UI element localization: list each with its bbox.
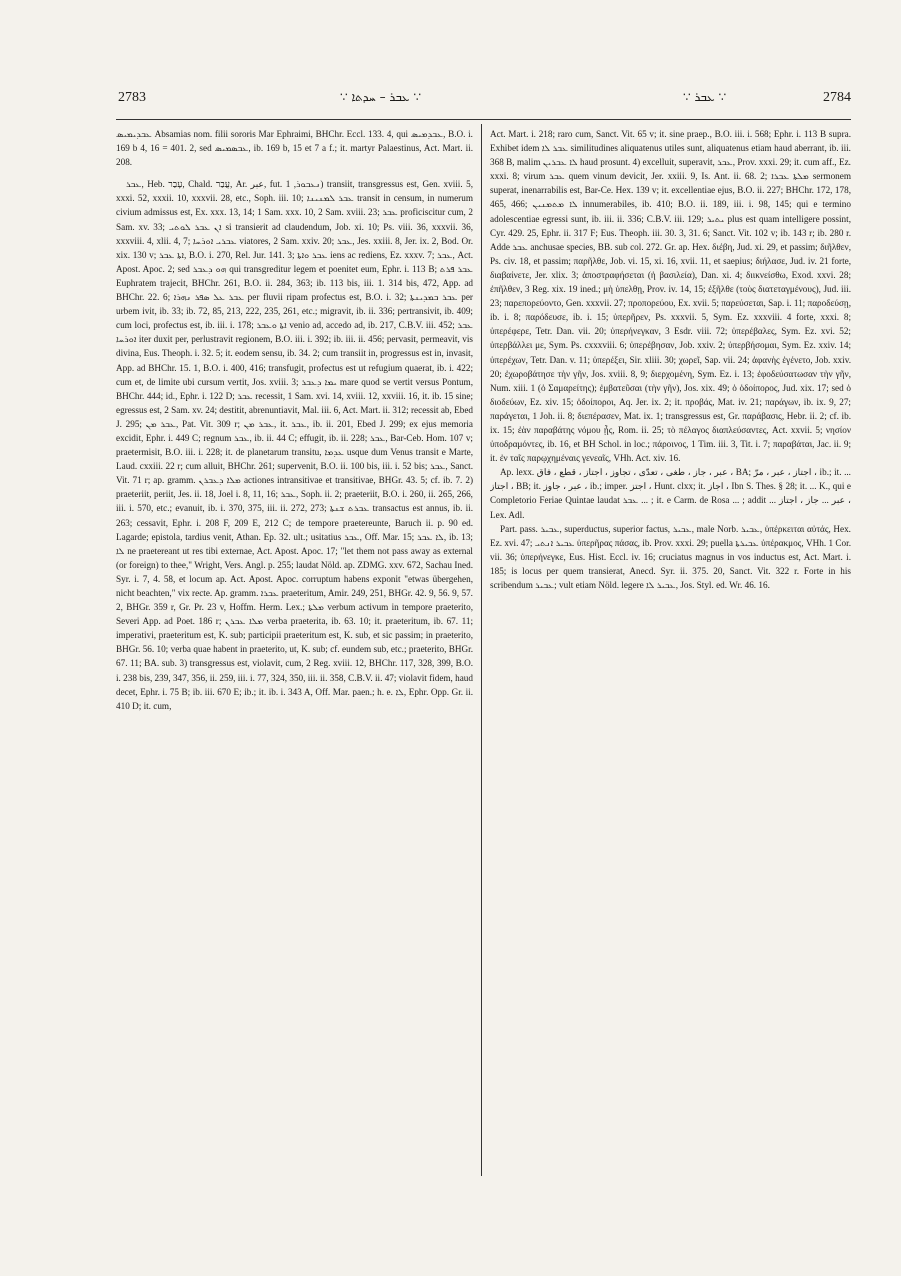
left-column [116,127,473,1176]
header-headword-left: ∵ ܥܒܪ – ܚܕܬܐ ∵ [340,90,422,104]
page-number-left: 2783 [118,90,146,105]
page-number-right: 2784 [823,90,851,105]
entry-absamias: ܥܒܕܝܡܝܣ Absamias nom. filii sororis Mar Ephraimi, BHChr. Eccl. 133. 4, qui ܥܒܕܡܝܣ, B.O. i. 169 b 4, 16 = 401. 2, sed ܥܒܣܡܝܣ, ib. 169 b, 15 et 7 a f.; it. martyr Palaestinus, Act. Mart. ii. 208. [116,129,473,168]
header-headword-right: ∵ ܥܒܪ ∵ [683,90,727,104]
entry-participle-passive: Part. pass. ܥܒܝܪ, superductus, superior factus, ܥܒܝܪ, male Norb. ܥܒܝܪ, ὑπέρκειται αὐτάς, Hex. Ez. xvi. 47; ܥܒܝܪ ܐܢܬܝ ὑπερῆρας πάσας, ib. Prov. xxxi. 29; puella ܥܒܝܪܬܐ ὑπέρακμος, VHh. 1 Cor. vii. 36; ὑπερήνεγκε, Eus. Hist. Eccl. iv. 16; cruciatus magnus in vos inductus est, Act. Mart. i. 185; is locus per quem transierat, Anecd. Syr. ii. 375. 20, Sanct. Vit. 322 r. Forte in his scribendum ܥܒܝܪ; vult etiam Nöld. legere ܥܒܝܪ ܠܐ, Jos. Styl. ed. Wr. 46. 16. [490,523,851,590]
right-column [490,127,851,1176]
header-rule [116,119,851,120]
entry-arabic-lexica: Ap. lexx. عبر ، جاز ، طغی ، تعدّی ، تجاوز ، اجتاز ، قطع ، فاق ، BA; اجتاز ، عبر ، مرّ ، ib.; it. ... اجتاز ، BB; it. عبر ، جاوز ، ib.; imper. اجتز ، Hunt. clxx; it. اجاز ، Ibn S. Thes. § 28; it. ... K., qui e Completorio Feriae Quintae laudat ܥܒܪ ... ; it. e Carm. de Rosa ... ; addit ... عبر ... جاز ، اجتاز ، Lex. Adl. [490,467,851,520]
column-divider [481,124,482,1176]
entry-abar: ܥܒܪ, Heb. עָבַר, Chald. עֲבַר, Ar. عبر, fut. ܢܥܒܘܪ, 1) transiit, transgressus est, Gen. xviii. 5, xxxi. 52, xxxii. 10, xxxvii. 28, etc., Soph. iii. 10; ܥܒܪ ܠܡܢܝܢܐ transit in censum, in numerum civium admissus est, Ex. xxx. 13, 14; 1 Sam. xxx. 10, 2 Sam. xviii. 23; ܥܒܪ proficiscitur cum, 2 Sam. xv. 33; ܐܢ ܥܒܪ ܠܘܬܝ si transierit ad claudendum, Job. xi. 10; Ps. viii. 36, xxxvii. 36, xxxviii. 4, xlii. 4, 7; ܥܒܪܝ ܐܘܪܚܐ viatores, 2 Sam. xxiv. 20; ܥܒܪ, Jes. xxiii. 8, Jer. ix. 2, Bod. Or. xix. 130 v; ܐܬܐ ܥܒܪ, B.O. i. 270, Rel. Jur. 141. 3; ܥܒܪ ܘܐܬܐ iens ac rediens, Ez. xxxv. 7; ܥܒܪ, Act. Apost. Apoc. 2; sed ܗܘ ܕܥܒܪ qui transgreditur legem et poenitet eum, Ephr. i. 113 B; ܥܒܪ ܦܪܬ Euphratem trajecit, BHChr. 261, B.O. ii. 284, 363; ib. 113 bis, iii. 1. 314 bis, 472, App. ad BHChr. 22. 6; ܥܒܪ ܥܠ ܣܦܪ ܢܗܪܐ per fluvii ripam profectus est, B.O. i. 32; ܥܒܪ ܒܡܕܝܢܬܐ per urbem ivit, ib. 33; ib. 72, 85, 213, 222, 235, 261, etc.; migravit, ib. ii. 336; pertransivit, ib. 409; cum loci, profectus est, ib. iii. i. 178; ܐܬܐ ܘܥܒܪ venio ad, accedo ad, ib. 217, C.B.V. iii. 452; ܥܒܪ ܐܘܪܚܐ iter duxit per, perlustravit regionem, B.O. iii. i. 392; ib. iii. ii. 456; pervasit, permeavit, vis divina, Eus. Theoph. i. 32. 5; it. eodem sensu, ib. 34. 2; cum transiit in, progressus est in, invasit, App. ad BHChr. 15. 1, B.O. i. 400, 416; transfugit, profectus est ut refugium quaerat, ib. i. 422; cum et, de limite ubi cursum vertit, Jos. xviii. 3; ܝܡܐ ܕܥܒܪ mare quod se vertit versus Pontum, BHChr. 444; id., Ephr. i. 122 D; ܥܒܪ recessit, 1 Sam. xvi. 14, xviii. 12, xxviii. 16, it. ib. 15 sine; egressus est, 2 Sam. xv. 24; destitit, abrenuntiavit, Mal. iii. 6, Act. Mart. ii. 312; recessit ab, Ebed J. 295; ܥܒܪ ܡܢ, Pat. Vit. 309 r; ܥܒܪ ܡܢ, it. ܥܒܪ, ib. ii. 201, Ebed J. 299; ex ejus memoria excidit, Ephr. i. 449 C; regnum ܥܒܪ, ib. ii. 44 C; effugit, ib. ii. 228; ܥܒܪ, Bar-Ceb. Hom. 107 v; praetermisit, B.O. iii. i. 228; it. de planetarum transitu, ܥܕܡܐ usque dum Venus transit e Marte, Laud. cxxiii. 22 r; cum alluit, BHChr. 261; supervenit, B.O. ii. 100 bis, iii. i. 52 bis; ܥܒܪ, Sanct. Vit. 71 r; ap. gramm. ܡܠܐ ܕܥܒܪܢ actiones intransitivae et transitivae, BHGr. 43. 5; cf. ib. 7. 2) praeteriit, periit, Jes. ii. 18, Joel i. 8, 11, 16; ܥܒܪ, Soph. ii. 2; praeteriit, B.O. i. 260, ii. 265, 266, iii. i. 570, etc.; evanuit, ib. i. 370, 375, iii. ii. 272, 273; ܥܒܪܬ ܫܢܬܐ transactus est annus, ib. ii. 263; cessavit, Ephr. i. 208 F, 209 E, 212 C; de tempore praetereunte, Baruch ii. p. 90 ed. Lagarde; epistola, tardius venit, Athan. Ep. 32. ult.; usitatius ܥܒܪ, Off. Mar. 15; ܠܐ ܥܒܪ, ib. 13; ܠܐ ne praetereant ut res tibi externae, Act. Apost. Apoc. 17; "let them not pass away as external (or foreign) to thee," Wright, Vers. Angl. p. 255; laudat Nöld. ap. ZDMG. xxv. 672, Sachau Ined. Syr. i. 7, 4. 58, et locum ap. Act. Apost. Apoc. corruptum habens exponit "etwas übergehen, nicht beachten," vix recte. Ap. gramm. ܥܒܪܐ praeteritum, Amir. 249, 251, BHGr. 42. 9, 56. 9, 57. 2, BHGr. 359 r, Gr. Pr. 23 v, Hoffm. Herm. Lex.; ܡܠܬܐ verbum activum in tempore praeterito, Severi App. ad Poet. 186 r; ܡܠܐ ܥܒܪܢ verba praeterita, ib. 63. 10; it. praeteritum, ib. 67. 11; imperativi, praeteritum est, K. sub; participii praeteritum est, K. sub, et sic passim; in praeterito, BHGr. 56. 10; verba quae habent in praeterito, ut, K. sub; cf. eundem sub, etc.; praeterito, BHGr. 67. 11; BA. sub. 3) transgressus est, violavit, cum, 2 Reg. xviii. 12, BHChr. 117, 328, 399, B.O. i. 238 bis, 239, 347, 356, ii. 259, iii. i. 77, 324, 350, iii. ii. 358, C.B.V. ii. 47; violavit fidem, haud decet, Ephr. i. 75 B; ib. iii. 670 E; ib.; it. ib. i. 343 A, Off. Mar. paen.; h. e. ܠܐ, Ephr. Opp. Gr. ii. 410 D; it. cum, [116,179,473,711]
running-header [118,86,851,114]
entry-abar-continued: Act. Mart. i. 218; raro cum, Sanct. Vit. 65 v; it. sine praep., B.O. iii. i. 568; Ephr. i. 113 B supra. Exhibet idem ܥܒܪ ܠܐ similitudines aliquatenus utiles sunt, aliquatenus etiam haud aberrant, ib. iii. 368 B, malim ܠܐ ܥܒܪܝܢ haud prosunt. 4) excelluit, superavit, ܥܒܪ, Prov. xxxi. 29; it. cum aff., Ez. xxxi. 8; virum ܥܒܪ quem vinum devicit, Jer. xxiii. 9, Is. Ant. ii. 68. 2; ܡܠܬܐ ܥܒܪܐ sermonem superat, inenarrabilis est, Bar-Ce. Hex. 139 v; it. excellentiae ejus, B.O. ii. 227; BHChr. 172, 178, 465, 466; ܠܐ ܡܬܡܢܝܢ innumerabiles, ib. 410; B.O. ii. 189, iii. i. 98, 145; qui e termino adolescentiae egressi sunt, ib. iii. ii. 336; C.B.V. iii. 129; ܝܬܝܪ plus est quam intelligere possint, Cyr. 429. 25, Ephr. ii. 317 F; Eus. Theoph. iii. 30. 3, 31. 6; Sanct. Vit. 102 v; ib. 143 r; ib. 280 r. Adde ܥܒܪ anchusae species, BB. sub col. 272. Gr. ap. Hex. διέβη, Jud. xi. 29, et passim; διῆλθεν, Ps. civ. 18, et passim; παρῆλθε, Job. vi. 15, xi. 16, xvii. 11, et saepius; διήλασε, Jud. iv. 21 forte, διαβαίνετε, Jer. xlix. 3; ἀποστραφήσεται (ἡ βασιλεία), Dan. xi. 4; διικνείσθω, Exod. xxvi. 28; ἐπῆλθεν, 3 Reg. xix. 19 ined.; μὴ ὑπελθῃ, Prov. iv. 14, 15; ἐξῆλθε (τοὺς διατεταγμένους), Jud. iii. 23; παρεπορεύοντο, Gen. xxxvii. 27; προπορεύου, Ex. xvii. 5; παρεύσεται, Sap. i. 11; παροδεύσῃ, ib. i. 8; παρόδευσε, ib. i. 15; ὑπερῆρεν, Ps. xxxvii. 5, Sym. Ez. xxxviii. 4 forte, xxxi. 8; ὑπερέφερε, Tetr. Dan. vii. 20; ὑπερήνεγκαν, 3 Esdr. viii. 72; ὑπερέβαλες, Sym. Ez. xvi. 52; ὑπερβάλλει με, Sym. Ps. cxxxviii. 6; ὑπερέβησαν, Job. xxiv. 2; ὑπερβήσομαι, Sym. Ez. xxiv. 14; ὑπερέχων, Tetr. Dan. v. 11; ὑπερέξει, Sir. xliii. 30; χωρεῖ, Sap. vii. 24; ἀφανὴς ἐγένετο, Job. xxiv. 20; ἐχωροβάτησε τὴν γῆν, Jos. xviii. 8, 9; διερχομένη, Sym. Ez. i. 13; ἐφοδεύσατωσαν τὴν γῆν, Num. xiii. 1 (ὁ Σαμαρείτης); ἐμβατεῦσαι (τὴν γῆν), Jos. xix. 49; ὁ ὁδοίπορος, Jud. xix. 17; sed ὁ διοδεύων, Ez. xiv. 15; ὁδοίποροι, Aq. Jer. ix. 2; it. προβάς, Mat. iv. 21; παράγων, ib. ix. 9, 27; παράγεται, 1 Joh. ii. 8; διεπέρασεν, Mat. ix. 1; transgressus est, Gr. παράβασις, Hebr. ii. 2; cf. ib. ix. 15; ἐὰν παραβάτης νόμου ᾖς, Rom. ii. 25; τὸ πέλαγος διαπλεύσαντες, Act. xxvii. 5; νησίον ὑποδραμόντες, ib. 16, et BH Schol. in loc.; πάροινος, 1 Tim. iii. 3, Tit. i. 7; παραβάται, Jac. ii. 9; it. ἐν ταῖς παρῳχημέναις γενεαῖς, VHh. Act. xiv. 16. [490,129,851,464]
